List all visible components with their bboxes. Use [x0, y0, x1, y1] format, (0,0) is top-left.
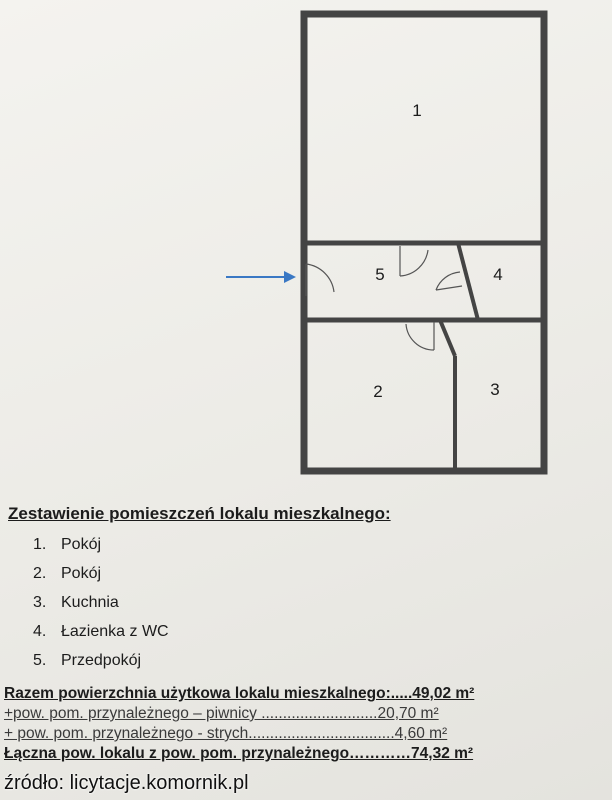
door-entrance	[306, 264, 334, 296]
room-number-3: 3	[490, 380, 500, 399]
entrance-arrow-icon	[226, 271, 296, 283]
item-number: 3.	[33, 594, 47, 611]
room-number-5: 5	[375, 265, 385, 284]
list-item	[8, 617, 608, 646]
basement-area: +pow. pom. przynależnego – piwnicy ...........................20,70 m²	[4, 705, 439, 722]
item-label: Pokój	[61, 565, 102, 582]
room-number-4: 4	[493, 265, 503, 284]
source-caption: źródło: licytacje.komornik.pl	[4, 772, 249, 794]
total-combined-area: Łączna pow. lokalu z pow. pom. przynależnego…………74,32 m²	[4, 745, 474, 762]
area-totals	[4, 684, 612, 764]
room-number-1: 1	[412, 101, 422, 120]
item-label: Kuchnia	[61, 594, 119, 611]
wall	[458, 243, 478, 320]
list-item	[8, 646, 608, 675]
list-item	[8, 559, 608, 588]
door-bathroom	[436, 272, 462, 290]
total-usable-area: Razem powierzchnia użytkowa lokalu mieszkalnego:.....49,02 m²	[4, 685, 475, 702]
item-number: 5.	[33, 652, 47, 669]
room-list	[8, 530, 608, 675]
item-label: Pokój	[61, 536, 102, 553]
item-number: 2.	[33, 565, 47, 582]
list-item	[8, 588, 608, 617]
item-label: Łazienka z WC	[61, 623, 169, 640]
list-item	[8, 530, 608, 559]
room-number-2: 2	[373, 382, 383, 401]
door-room-1	[400, 246, 428, 276]
item-label: Przedpokój	[61, 652, 142, 669]
attic-area: + pow. pom. przynależnego - strych..................................4,60 m²	[4, 725, 448, 742]
door-room-2	[406, 322, 434, 350]
legend-title: Zestawienie pomieszczeń lokalu mieszkalnego:	[8, 504, 391, 523]
item-number: 1.	[33, 536, 47, 553]
room-legend	[8, 504, 608, 675]
item-number: 4.	[33, 623, 47, 640]
wall	[440, 320, 455, 356]
